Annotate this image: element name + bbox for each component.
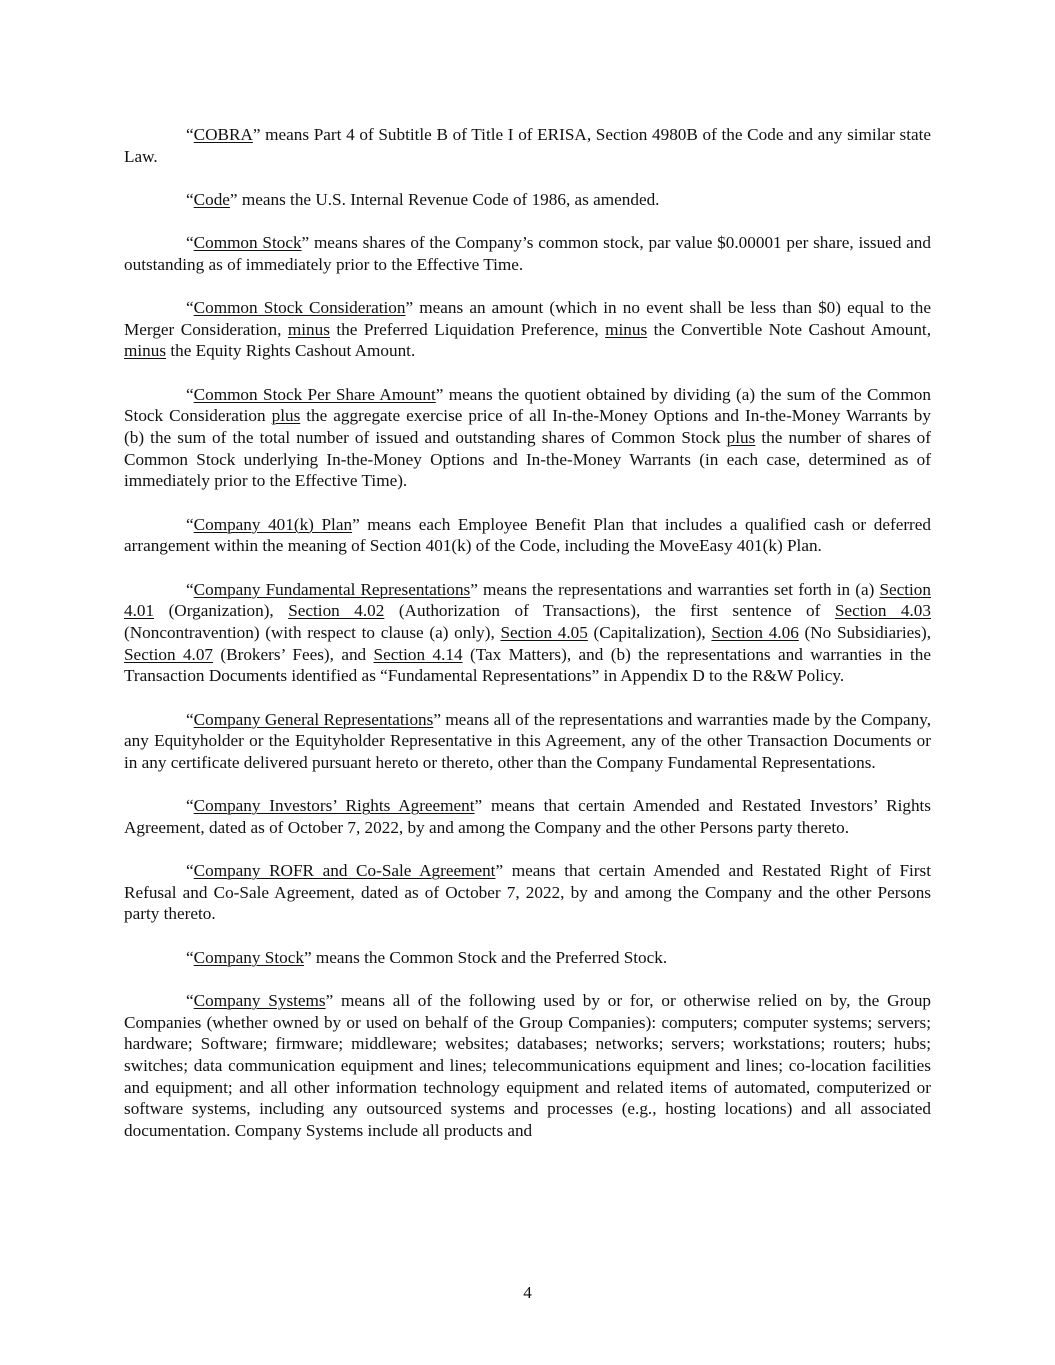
underlined-reference: Section 4.14 (373, 644, 463, 664)
paragraph-text: (Brokers’ Fees), and (213, 644, 374, 664)
document-page (124, 124, 931, 1163)
paragraph-text: the aggregate exercise price of all In-the-Money Options and In-the-Money Warrants by (b) the sum of the total number of issued and outstanding shares of Common Stock (124, 406, 931, 448)
underlined-reference: Section 4.02 (288, 601, 385, 621)
underlined-reference: Section 4.05 (500, 622, 588, 642)
page-number: 4 (523, 1283, 532, 1302)
definition-paragraph (124, 579, 931, 688)
paragraph-text: “ (186, 579, 194, 599)
paragraph-text: “ (186, 990, 194, 1010)
paragraph-text: “ (186, 947, 194, 967)
definition-paragraph (124, 795, 931, 838)
paragraph-text: (Authorization of Transactions), the first sentence of (384, 601, 835, 621)
paragraph-text: ” means that certain Amended and Restated Investors’ Rights Agreement, dated as of October 7, 2022, by and among the Company and the other Persons party thereto. (124, 796, 931, 837)
paragraph-text: “ (186, 233, 194, 253)
paragraph-text: the number of shares of Common Stock underlying In-the-Money Options and In-the-Money Warrants (in each case, determined as of immediately prior to the Effective Time). (124, 428, 931, 491)
underlined-reference: minus (124, 341, 167, 361)
defined-term: COBRA (193, 125, 253, 144)
defined-term: Common Stock (193, 233, 302, 253)
defined-term: Company Investors’ Rights Agreement (193, 796, 475, 816)
definition-paragraph (124, 297, 931, 362)
paragraph-text: “ (186, 709, 194, 729)
underlined-reference: Section 4.07 (124, 644, 214, 664)
defined-term: Company Systems (193, 990, 326, 1010)
underlined-reference: plus (726, 428, 756, 448)
underlined-reference: minus (605, 319, 648, 339)
definition-paragraph (124, 947, 931, 969)
paragraph-text: ” means all of the following used by or for, or otherwise relied on by, the Group Companies (whether owned by or used on behalf of the Group Companies): computers; computer systems; servers; hardware; Software; firmware; middleware; websites; databases; networks; servers; workstations; routers; hubs; switches; data communication equipment and lines; telecommunications equipment and lines; co-location facilities and equipment; and all other information technology equipment and related items of automated, computerized or software systems, including any outsourced systems and processes (e.g., hosting locations) and all associated documentation. Company Systems include all products and (124, 990, 932, 1141)
paragraph-text: ” means all of the representations and warranties made by the Company, any Equityholder or the Equityholder Representative in this Agreement, any of the other Transaction Documents or in any certificate delivered pursuant hereto or thereto, other than the Company Fundamental Representations. (124, 709, 931, 772)
definition-paragraph (124, 514, 931, 557)
paragraph-text: “ (186, 298, 194, 318)
paragraph-text: ” means Part 4 of Subtitle B of Title I of ERISA, Section 4980B of the Code and any similar state Law. (124, 125, 931, 166)
definitions-list (124, 124, 931, 1142)
defined-term: Company 401(k) Plan (193, 514, 353, 534)
paragraph-text: (Capitalization), (587, 622, 712, 642)
defined-term: Company ROFR and Co-Sale Agreement (193, 861, 496, 881)
defined-term: Code (193, 189, 230, 209)
paragraph-text: ” means the quotient obtained by dividing (a) the sum of the Common Stock Consideration (124, 384, 931, 426)
paragraph-text: ” means an amount (which in no event shall be less than $0) equal to the Merger Consideration, (124, 298, 932, 339)
paragraph-text: “ (186, 125, 194, 144)
paragraph-text: (Tax Matters), and (b) the representations and warranties in the Transaction Documents identified as “Fundamental Representations” in Appendix D to the R&W Policy. (124, 644, 931, 686)
paragraph-text: the Preferred Liquidation Preference, (329, 319, 606, 339)
underlined-reference: plus (271, 406, 301, 426)
definition-paragraph (124, 189, 931, 211)
defined-term: Company Fundamental Representations (193, 579, 471, 599)
definition-paragraph (124, 124, 931, 167)
paragraph-text: “ (186, 384, 194, 404)
paragraph-text: ” means that certain Amended and Restated Right of First Refusal and Co-Sale Agreement, dated as of October 7, 2022, by and among the Company and the other Persons party thereto. (124, 861, 931, 924)
defined-term: Company General Representations (193, 709, 434, 729)
defined-term: Common Stock Per Share Amount (193, 384, 436, 404)
definition-paragraph (124, 990, 931, 1142)
definition-paragraph (124, 384, 931, 493)
paragraph-text: the Equity Rights Cashout Amount. (166, 341, 416, 361)
paragraph-text: “ (186, 514, 194, 534)
underlined-reference: Section 4.03 (834, 601, 931, 621)
paragraph-text: ” means the representations and warranties set forth in (a) (470, 579, 880, 599)
underlined-reference: Section 4.01 (124, 579, 931, 621)
paragraph-text: “ (186, 796, 194, 816)
defined-term: Common Stock Consideration (193, 298, 406, 318)
definition-paragraph (124, 232, 931, 275)
definition-paragraph (124, 709, 931, 774)
paragraph-text: “ (186, 189, 194, 209)
underlined-reference: Section 4.06 (711, 622, 799, 642)
paragraph-text: ” means each Employee Benefit Plan that includes a qualified cash or deferred arrangement within the meaning of Section 401(k) of the Code, including the MoveEasy 401(k) Plan. (124, 514, 931, 556)
paragraph-text: (Noncontravention) (with respect to clause (a) only), (124, 622, 501, 642)
paragraph-text: “ (186, 861, 194, 881)
paragraph-text: (Organization), (154, 601, 289, 621)
paragraph-text: ” means shares of the Company’s common stock, par value $0.00001 per share, issued and outstanding as of immediately prior to the Effective Time. (124, 233, 931, 274)
underlined-reference: minus (287, 319, 330, 339)
paragraph-text: (No Subsidiaries), (798, 622, 932, 642)
paragraph-text: the Convertible Note Cashout Amount, (647, 319, 931, 339)
defined-term: Company Stock (193, 947, 304, 967)
definition-paragraph (124, 860, 931, 925)
paragraph-text: ” means the U.S. Internal Revenue Code of 1986, as amended. (229, 189, 660, 209)
paragraph-text: ” means the Common Stock and the Preferred Stock. (303, 947, 668, 967)
